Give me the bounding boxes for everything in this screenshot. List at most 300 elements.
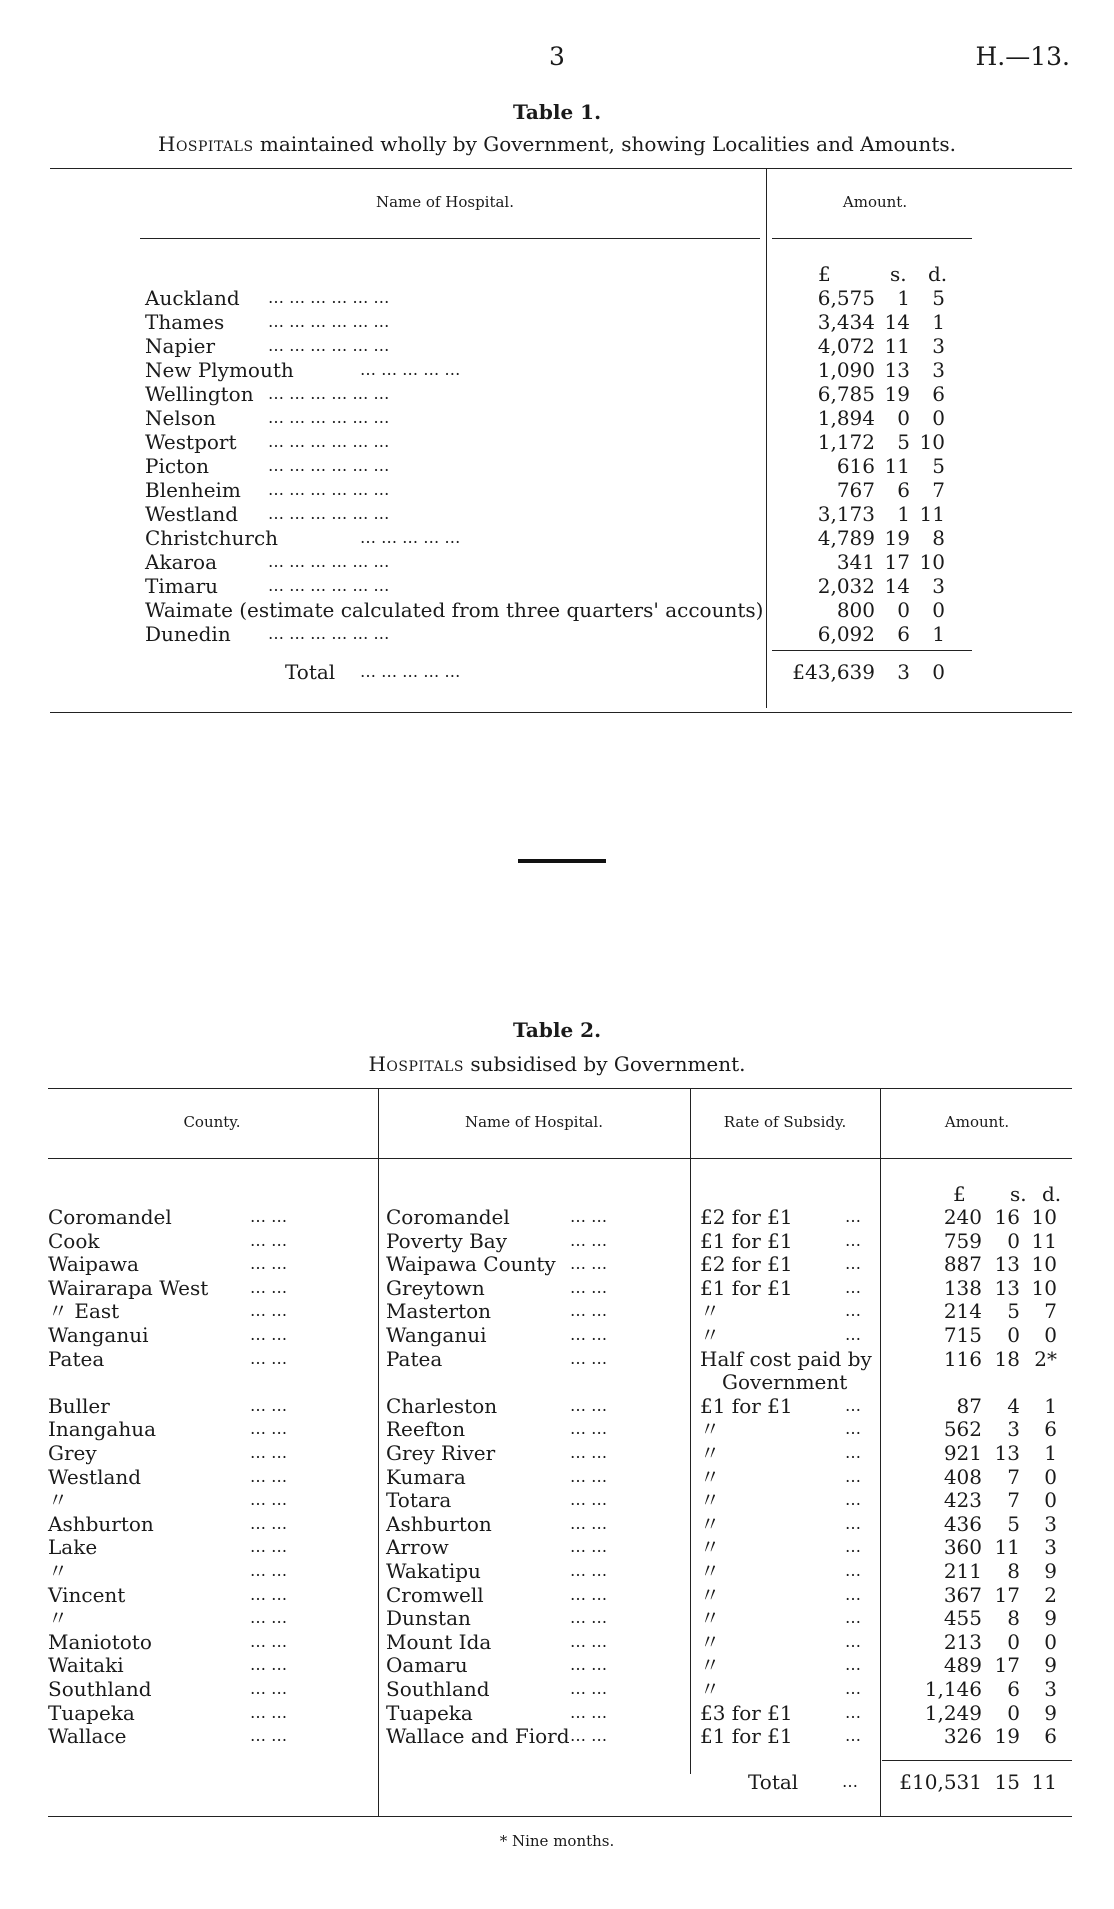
table2-total-shillings: 15 [994,1770,1020,1794]
amount-pounds: 4,072 [817,334,875,358]
table1-total-leaders: … … … … … [360,662,461,681]
county-name: Buller [48,1394,110,1418]
hospital-name: Kumara [386,1465,466,1489]
leader-dots: … … [570,1325,608,1344]
amount-shillings: 11 [884,334,910,358]
amount-pence: 9 [1044,1559,1057,1583]
subsidy-rate: 〃 [700,1583,720,1607]
leader-dots: … … [570,1349,608,1368]
county-name: Cook [48,1229,100,1253]
leader-dots: … … [250,1632,288,1651]
amount-shillings: 19 [994,1724,1020,1748]
hospital-name: Patea [386,1347,443,1371]
subsidy-rate: £1 for £1 [700,1724,793,1748]
amount-pence: 10 [919,430,945,454]
county-name: Ashburton [48,1512,154,1536]
table-row [0,358,1114,382]
hospital-name: New Plymouth [145,358,294,382]
table2-title: Table 2. [512,1018,602,1042]
leader-dots: … … … … … … [268,288,390,307]
amount-pounds: 759 [943,1229,982,1253]
table2-total-pounds: £10,531 [899,1770,982,1794]
amount-pence: 0 [1044,1630,1057,1654]
amount-pounds: 921 [943,1441,982,1465]
leader-dots: … … [570,1655,608,1674]
table-row [0,1677,1114,1701]
table-row [0,430,1114,454]
hospital-name: Wakatipu [386,1559,481,1583]
leader-dots: … … [250,1703,288,1722]
subsidy-rate-continued: Government [722,1370,848,1394]
table-row [0,1205,1114,1229]
amount-shillings: 16 [994,1205,1020,1229]
amount-shillings: 0 [897,598,910,622]
leader-dots: … … … … … … [268,456,390,475]
table-row [0,1323,1114,1347]
hospital-name: Wanganui [386,1323,487,1347]
leader-dots: … … … … … … [268,384,390,403]
leader-dots: … … [570,1254,608,1273]
county-name: 〃 East [48,1299,120,1323]
hospital-name: Wellington [145,382,254,406]
amount-pounds: 1,172 [817,430,875,454]
table2-header-county: County. [183,1113,241,1131]
table-row [0,1299,1114,1323]
leader-dots: … … [250,1443,288,1462]
table-row [0,286,1114,310]
county-name: 〃 [48,1606,68,1630]
amount-pence: 0 [1044,1488,1057,1512]
hospital-name: Thames [145,310,225,334]
county-name: Lake [48,1535,98,1559]
leader-dots: … … … … … … [268,336,390,355]
county-name: Inangahua [48,1417,156,1441]
amount-pounds: 341 [836,550,875,574]
amount-pence: 3 [932,358,945,382]
table-row [0,1276,1114,1300]
leader-dots: … … [250,1467,288,1486]
table-row [0,598,1114,622]
amount-pounds: 887 [943,1252,982,1276]
subsidy-rate: £3 for £1 [700,1701,793,1725]
subsidy-rate: 〃 [700,1535,720,1559]
amount-shillings: 18 [994,1347,1020,1371]
amount-shillings: 7 [1007,1465,1020,1489]
county-name: Wanganui [48,1323,149,1347]
hospital-name: Coromandel [386,1205,510,1229]
amount-shillings: 1 [897,286,910,310]
amount-shillings: 14 [884,574,910,598]
leader-dots: … … [250,1726,288,1745]
amount-shillings: 8 [1007,1606,1020,1630]
leader-dots: … … [250,1231,288,1250]
amount-pence: 3 [1044,1677,1057,1701]
amount-pounds: 562 [943,1417,982,1441]
amount-shillings: 17 [994,1653,1020,1677]
hospital-name: Blenheim [145,478,241,502]
subsidy-rate: 〃 [700,1677,720,1701]
amount-pounds: 360 [943,1535,982,1559]
hospital-name: Auckland [145,286,240,310]
subsidy-rate: 〃 [700,1417,720,1441]
leader-dots: … … [250,1207,288,1226]
table2-total-leaders: … [842,1772,858,1791]
hospital-name: Masterton [386,1299,492,1323]
county-name: Waitaki [48,1653,124,1677]
leader-dots: … … [570,1301,608,1320]
amount-pence: 0 [1044,1323,1057,1347]
table2-currency-pence: d. [1042,1182,1062,1206]
subsidy-rate: 〃 [700,1465,720,1489]
subsidy-rate: 〃 [700,1323,720,1347]
subsidy-rate: 〃 [700,1512,720,1536]
table1-total-pounds: £43,639 [792,660,875,684]
amount-pounds: 1,090 [817,358,875,382]
leader-dots: … [845,1419,861,1438]
leader-dots: … … [250,1679,288,1698]
amount-shillings: 0 [1007,1323,1020,1347]
amount-pounds: 423 [943,1488,982,1512]
county-name: Vincent [48,1583,126,1607]
table-row [0,406,1114,430]
amount-pence: 9 [1044,1701,1057,1725]
table-row [0,1559,1114,1583]
page-number: 3 [549,42,565,71]
amount-pence: 11 [1031,1229,1057,1253]
amount-pounds: 6,092 [817,622,875,646]
table-row [0,1347,1114,1371]
amount-pounds: 455 [943,1606,982,1630]
amount-shillings: 0 [897,406,910,430]
hospital-name: Ashburton [386,1512,492,1536]
leader-dots: … … … … … … [268,480,390,499]
table-row [0,478,1114,502]
amount-shillings: 13 [994,1276,1020,1300]
table1-total-shillings: 3 [897,660,910,684]
amount-pence: 11 [919,502,945,526]
leader-dots: … … [570,1467,608,1486]
amount-pounds: 3,173 [817,502,875,526]
leader-dots: … [845,1585,861,1604]
amount-pounds: 214 [943,1299,982,1323]
table-row [0,1512,1114,1536]
table-row [0,622,1114,646]
hospital-name: Poverty Bay [386,1229,507,1253]
subsidy-rate: £2 for £1 [700,1205,793,1229]
table2-subtitle [0,1052,1114,1076]
amount-pounds: 489 [943,1653,982,1677]
subsidy-rate: 〃 [700,1559,720,1583]
leader-dots: … [845,1278,861,1297]
leader-dots: … [845,1703,861,1722]
amount-shillings: 19 [884,382,910,406]
subsidy-rate: 〃 [700,1630,720,1654]
leader-dots: … [845,1632,861,1651]
leader-dots: … … [570,1561,608,1580]
amount-pounds: 767 [836,478,875,502]
county-name: Wairarapa West [48,1276,209,1300]
table1-subtitle-rest: maintained wholly by Government, showing Localities and Amounts. [253,132,956,156]
leader-dots: … … [250,1349,288,1368]
amount-pounds: 6,575 [817,286,875,310]
table-row [0,1488,1114,1512]
hospital-name: Nelson [145,406,216,430]
hospital-name: Westland [145,502,239,526]
subsidy-rate: £1 for £1 [700,1276,793,1300]
table2-total-label: Total [748,1770,799,1794]
amount-pence: 6 [932,382,945,406]
amount-shillings: 11 [994,1535,1020,1559]
table1-total-row [0,660,1114,684]
amount-shillings: 17 [994,1583,1020,1607]
amount-shillings: 6 [897,478,910,502]
county-name: 〃 [48,1559,68,1583]
document-reference: H.—13. [975,42,1070,71]
leader-dots: … … … … … … [268,504,390,523]
county-name: Grey [48,1441,97,1465]
leader-dots: … … [250,1514,288,1533]
hospital-name: Timaru [145,574,219,598]
county-name: Southland [48,1677,152,1701]
amount-pence: 8 [932,526,945,550]
table-row [0,1606,1114,1630]
amount-pounds: 87 [956,1394,982,1418]
amount-shillings: 13 [994,1441,1020,1465]
leader-dots: … … [570,1514,608,1533]
amount-pence: 7 [932,478,945,502]
hospital-name: Westport [145,430,237,454]
table-row [0,310,1114,334]
table2-bottom-rule [48,1816,1072,1817]
table-row [0,502,1114,526]
subsidy-rate: 〃 [700,1488,720,1512]
leader-dots: … … [250,1537,288,1556]
leader-dots: … … … … … … [268,624,390,643]
amount-shillings: 5 [1007,1299,1020,1323]
hospital-name: Oamaru [386,1653,468,1677]
table1-currency-shillings: s. [890,262,907,286]
amount-pence: 5 [932,286,945,310]
leader-dots: … [845,1561,861,1580]
hospital-name: Picton [145,454,210,478]
subsidy-rate: Half cost paid by [700,1347,872,1371]
amount-pounds: 1,894 [817,406,875,430]
leader-dots: … [845,1231,861,1250]
county-name: Patea [48,1347,105,1371]
table1-title: Table 1. [512,100,602,124]
leader-dots: … … … … … … [268,408,390,427]
leader-dots: … [845,1325,861,1344]
leader-dots: … … [570,1396,608,1415]
amount-pence: 0 [932,598,945,622]
amount-pence: 3 [932,334,945,358]
table-row [0,1465,1114,1489]
hospital-name: Christchurch [145,526,279,550]
amount-pounds: 800 [836,598,875,622]
leader-dots: … … [570,1537,608,1556]
leader-dots: … … [570,1207,608,1226]
leader-dots: … [845,1514,861,1533]
leader-dots: … … [250,1396,288,1415]
leader-dots: … … [570,1278,608,1297]
amount-pence: 1 [932,310,945,334]
leader-dots: … … [570,1608,608,1627]
amount-shillings: 11 [884,454,910,478]
amount-pence: 6 [1044,1724,1057,1748]
leader-dots: … [845,1301,861,1320]
table2-currency-shillings: s. [1010,1182,1027,1206]
amount-pounds: 1,146 [924,1677,982,1701]
table-row [0,526,1114,550]
leader-dots: … … [570,1231,608,1250]
amount-pence: 2 [1044,1583,1057,1607]
hospital-name: Akaroa [145,550,218,574]
county-name: Coromandel [48,1205,172,1229]
table-row [0,1701,1114,1725]
amount-shillings: 6 [897,622,910,646]
hospital-name: Wallace and Fiord [386,1724,570,1748]
hospital-name: Charleston [386,1394,498,1418]
amount-pounds: 436 [943,1512,982,1536]
amount-pence: 3 [1044,1512,1057,1536]
leader-dots: … [845,1207,861,1226]
county-name: Westland [48,1465,142,1489]
table-row [0,1229,1114,1253]
amount-pounds: 138 [943,1276,982,1300]
amount-pounds: 616 [836,454,875,478]
leader-dots: … … [250,1254,288,1273]
amount-pounds: 326 [943,1724,982,1748]
table-row [0,1417,1114,1441]
amount-pence: 0 [932,406,945,430]
table-row [0,1252,1114,1276]
table1-currency-pence: d. [928,262,948,286]
amount-pence: 10 [1031,1205,1057,1229]
table1-subtitle [0,132,1114,156]
amount-pounds: 715 [943,1323,982,1347]
leader-dots: … … [250,1585,288,1604]
amount-pounds: 240 [943,1205,982,1229]
amount-pence: 3 [932,574,945,598]
table1-bottom-rule [50,712,1072,713]
leader-dots: … [845,1254,861,1273]
leader-dots: … [845,1726,861,1745]
table2-currency-pounds: £ [953,1182,966,1206]
subsidy-rate: 〃 [700,1653,720,1677]
table-row [0,1583,1114,1607]
table-row [0,1653,1114,1677]
amount-shillings: 13 [994,1252,1020,1276]
leader-dots: … … [250,1608,288,1627]
leader-dots: … … [250,1325,288,1344]
leader-dots: … … [570,1490,608,1509]
hospital-name: Tuapeka [386,1701,473,1725]
table2-header-rule [48,1158,1072,1159]
leader-dots: … … [570,1585,608,1604]
amount-pounds: 211 [943,1559,982,1583]
leader-dots: … [845,1537,861,1556]
amount-pence: 1 [932,622,945,646]
subsidy-rate: 〃 [700,1299,720,1323]
leader-dots: … … [570,1632,608,1651]
leader-dots: … … [250,1490,288,1509]
amount-pounds: 3,434 [817,310,875,334]
footnote: * Nine months. [499,1832,615,1850]
hospital-name: Napier [145,334,216,358]
hospital-name: Mount Ida [386,1630,492,1654]
table2-header-amount: Amount. [944,1113,1010,1131]
table1-header-rule-left [140,238,760,239]
county-name: 〃 [48,1488,68,1512]
table2-subtitle-rest: subsidised by Government. [463,1052,746,1076]
amount-pence: 10 [919,550,945,574]
leader-dots: … [845,1467,861,1486]
amount-shillings: 8 [1007,1559,1020,1583]
amount-shillings: 0 [1007,1229,1020,1253]
table-row [0,454,1114,478]
amount-shillings: 7 [1007,1488,1020,1512]
table1-subtitle-smallcaps: Hospitals [158,132,254,156]
table2-subtitle-smallcaps: Hospitals [368,1052,464,1076]
leader-dots: … [845,1679,861,1698]
amount-pounds: 213 [943,1630,982,1654]
leader-dots: … … [570,1443,608,1462]
amount-pence: 1 [1044,1394,1057,1418]
leader-dots: … … … … … … [268,432,390,451]
table-row [0,382,1114,406]
table1-total-rule [772,650,972,651]
table1-header-amount: Amount. [842,193,908,211]
hospital-name: Dunedin [145,622,231,646]
leader-dots: … … [250,1278,288,1297]
county-name: Maniototo [48,1630,152,1654]
leader-dots: … [845,1655,861,1674]
leader-dots: … … … … … [360,360,461,379]
subsidy-rate: 〃 [700,1606,720,1630]
leader-dots: … … [570,1419,608,1438]
table-row [0,1441,1114,1465]
hospital-name: Waimate (estimate calculated from three quarters' accounts) [145,598,764,622]
table2-top-rule [48,1088,1072,1089]
hospital-name: Cromwell [386,1583,484,1607]
hospital-name: Greytown [386,1276,485,1300]
subsidy-rate: £2 for £1 [700,1252,793,1276]
amount-pence: 3 [1044,1535,1057,1559]
amount-pence: 2* [1034,1347,1057,1371]
table2-total-pence: 11 [1031,1770,1057,1794]
amount-pence: 6 [1044,1417,1057,1441]
hospital-name: Grey River [386,1441,496,1465]
hospital-name: Reefton [386,1417,466,1441]
amount-pence: 0 [1044,1465,1057,1489]
table-row-continuation [0,1370,1114,1394]
leader-dots: … … … … … … [268,552,390,571]
amount-pence: 7 [1044,1299,1057,1323]
amount-pounds: 2,032 [817,574,875,598]
amount-shillings: 14 [884,310,910,334]
amount-shillings: 6 [1007,1677,1020,1701]
amount-pence: 5 [932,454,945,478]
leader-dots: … … … … … … [268,576,390,595]
amount-pence: 9 [1044,1606,1057,1630]
leader-dots: … … … … … … [268,312,390,331]
leader-dots: … … [250,1655,288,1674]
amount-pounds: 116 [943,1347,982,1371]
leader-dots: … [845,1443,861,1462]
leader-dots: … … [250,1561,288,1580]
amount-shillings: 19 [884,526,910,550]
leader-dots: … [845,1608,861,1627]
